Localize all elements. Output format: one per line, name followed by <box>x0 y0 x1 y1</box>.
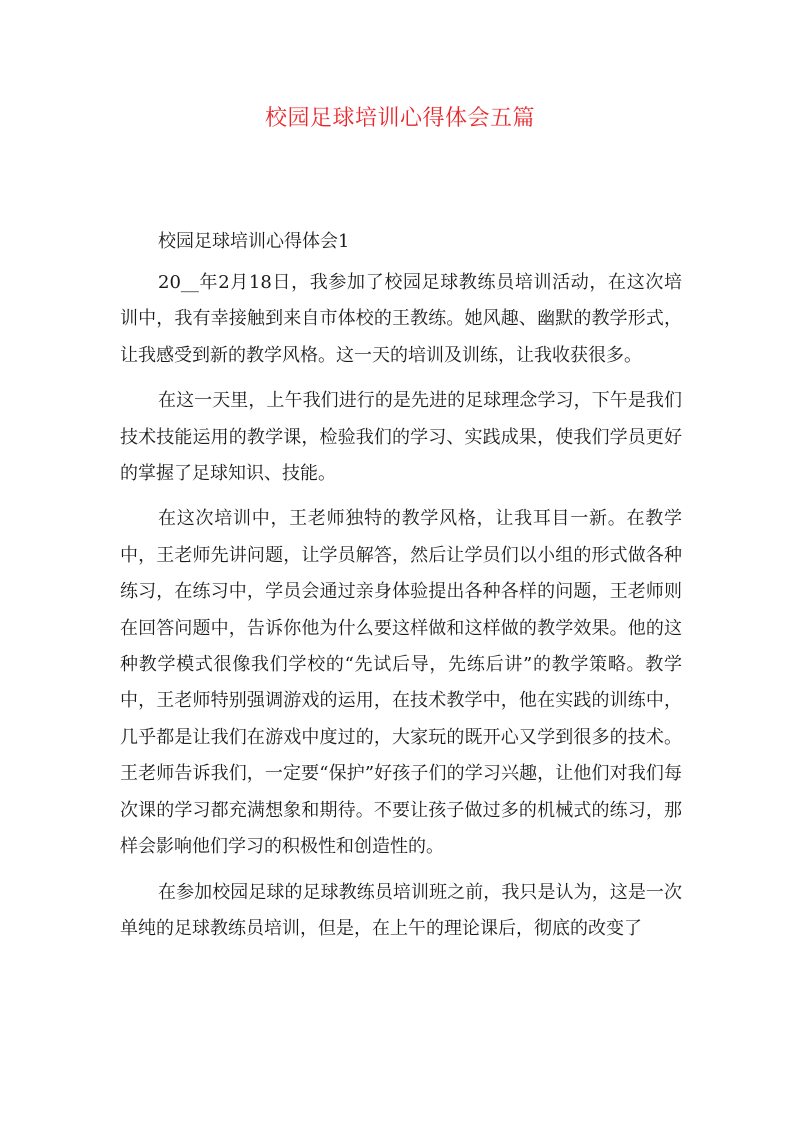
document-title: 校园足球培训心得体会五篇 <box>264 106 535 131</box>
document-body <box>120 228 682 956</box>
paragraph-4: 在参加校园足球的足球教练员培训班之前，我只是认为，这是一次单纯的足球教练员培训，但是，在上午的理论课后，彻底的改变了 <box>120 881 682 939</box>
paragraph-3: 在这次培训中，王老师独特的教学风格，让我耳目一新。在教学中，王老师先讲问题，让学员解答，然后让学员们以小组的形式做各种练习，在练习中，学员会通过亲身体验提出各种各样的问题，王老师则在回答问题中，告诉你他为什么要这样做和这样做的教学效果。他的这种教学模式很像我们学校的“先试后导，先练后讲”的教学策略。教学中，王老师特别强调游戏的运用，在技术教学中，他在实践的训练中，几乎都是让我们在游戏中度过的，大家玩的既开心又学到很多的技术。王老师告诉我们，一定要“保护”好孩子们的学习兴趣，让他们对我们每次课的学习都充满想象和期待。不要让孩子做过多的机械式的练习，那样会影响他们学习的积极性和创造性的。 <box>120 508 682 858</box>
section-heading: 校园足球培训心得体会1 <box>158 231 350 252</box>
paragraph-2: 在这一天里，上午我们进行的是先进的足球理念学习，下午是我们技术技能运用的教学课，检验我们的学习、实践成果，使我们学员更好的掌握了足球知识、技能。 <box>120 390 682 485</box>
paragraph-1: 20__年2月18日，我参加了校园足球教练员培训活动，在这次培训中，我有幸接触到来自市体校的王教练。她风趣、幽默的教学形式，让我感受到新的教学风格。这一天的培训及训练，让我收获很多。 <box>120 272 682 366</box>
